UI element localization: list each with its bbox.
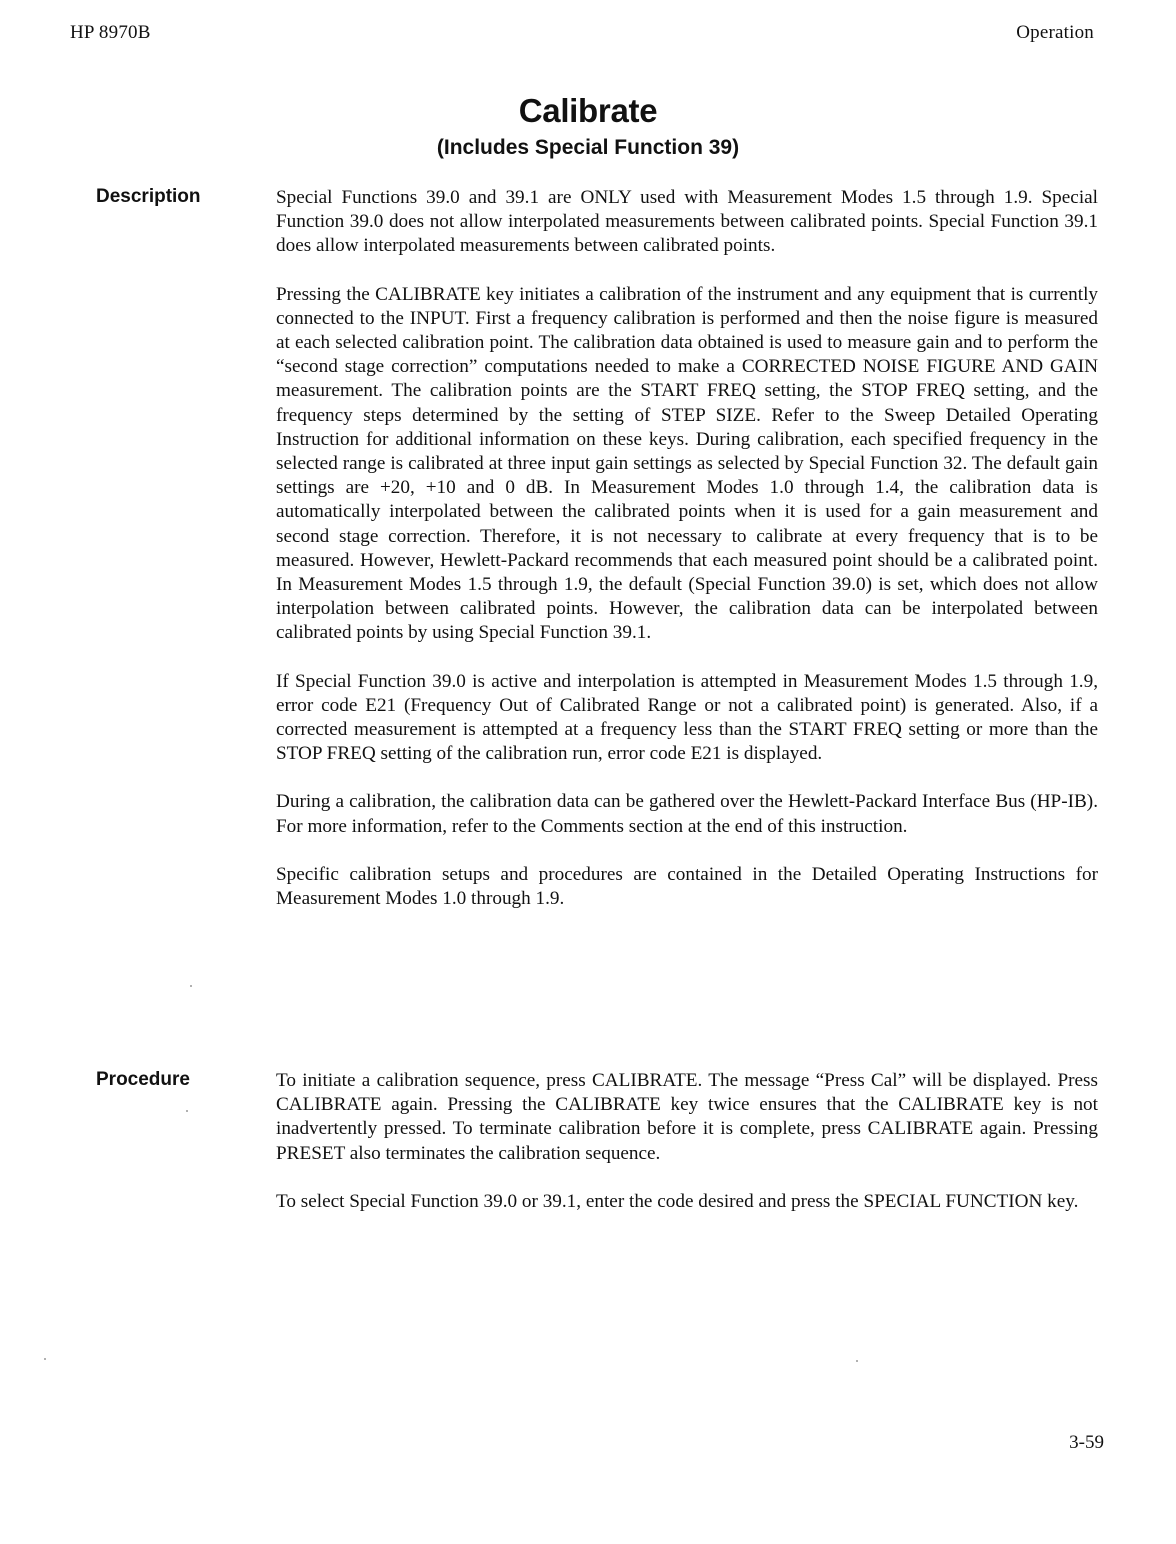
scan-speck [190, 985, 192, 987]
page-number: 3-59 [1069, 1432, 1104, 1453]
paragraph: To initiate a calibration sequence, press CALIBRATE. The message “Press Cal” will be displayed. Press CALIBRATE again. Pressing the CALIBRATE key twice ensures that the CALIBRATE key is not inadvertently pressed. To terminate calibration before it is complete, press CALIBRATE again. Pressing PRESET also terminates the calibration sequence. [276, 1070, 1098, 1164]
page-title: Calibrate [518, 92, 658, 129]
paragraph: During a calibration, the calibration data can be gathered over the Hewlett-Packard Interface Bus (HP-IB). For more information, refer to the Comments section at the end of this instruction. [276, 791, 1098, 837]
paragraph: If Special Function 39.0 is active and interpolation is attempted in Measurement Modes 1.5 through 1.9, error code E21 (Frequency Out of Calibrated Range or not a calibrated point) is generated. Also, if a corrected measurement is attempted at a frequency less than the START FREQ setting or more than the STOP FREQ setting of the calibration run, error code E21 is displayed. [276, 670, 1098, 765]
paragraph: Pressing the CALIBRATE key initiates a calibration of the instrument and any equipment that is currently connected to the INPUT. First a frequency calibration is performed and then the noise figure is measured at each selected calibration point. The calibration data obtained is used to measure gain and to perform the “second stage correction” computations needed to make a CORRECTED NOISE FIGURE AND GAIN measurement. The calibration points are the START FREQ setting, the STOP FREQ setting, and the frequency steps determined by the setting of STEP SIZE. Refer to the Sweep Detailed Operating Instruction for additional information on these keys. During calibration, each specified frequency in the selected range is calibrated at three input gain settings as selected by Special Function 32. The default gain settings are +20, +10 and 0 dB. In Measurement Modes 1.0 through 1.4, the calibration data is automatically interpolated between the calibrated points when it is used for a gain measurement and second stage correction. Therefore, it is not necessary to calibrate at every frequency that is to be measured. However, Hewlett-Packard recommends that each measured point should be a calibrated point. In Measurement Modes 1.5 through 1.9, the default (Special Function 39.0) is set, which does not allow interpolation between calibrated points. However, the calibration data can be interpolated between calibrated points by using Special Function 39.1. [276, 283, 1098, 644]
procedure-body [276, 1069, 1098, 1238]
scan-speck [186, 1110, 188, 1112]
scan-speck [856, 1360, 858, 1362]
paragraph: Special Functions 39.0 and 39.1 are ONLY used with Measurement Modes 1.5 through 1.9. Special Function 39.0 does not allow interpolated measurements between calibrated points. Special Function 39.1 does allow interpolated measurements between calibrated points. [276, 187, 1098, 257]
paragraph: To select Special Function 39.0 or 39.1, enter the code desired and press the SPECIAL FUNCTION key. [276, 1190, 1079, 1212]
scan-speck [44, 1358, 46, 1360]
header-model: HP 8970B [70, 22, 151, 43]
description-body [276, 186, 1098, 935]
header-section: Operation [1016, 22, 1094, 43]
paragraph: Specific calibration setups and procedures are contained in the Detailed Operating Instructions for Measurement Modes 1.0 through 1.9. [276, 863, 1098, 910]
page-subtitle: (Includes Special Function 39) [436, 136, 740, 159]
section-label-procedure: Procedure [96, 1069, 190, 1090]
section-label-description: Description [96, 186, 201, 207]
